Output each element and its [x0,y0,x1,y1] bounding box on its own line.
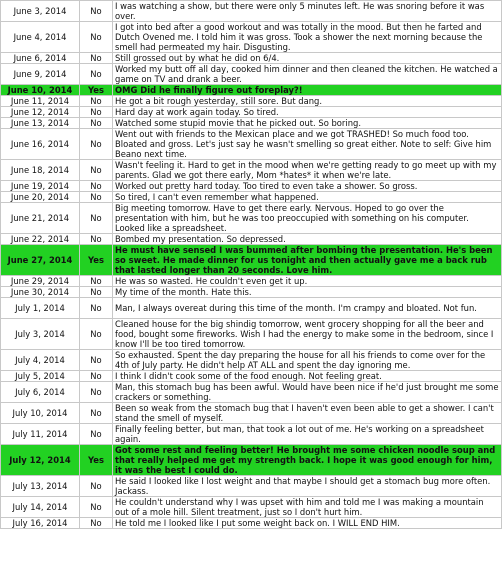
date-cell: July 13, 2014 [1,476,80,497]
flag-cell: No [80,192,113,203]
date-cell: July 16, 2014 [1,518,80,529]
entry-cell: Worked my butt off all day, cooked him dinner and then cleaned the kitchen. He watched a game on TV and drank a beer. [113,64,502,85]
flag-cell: No [80,371,113,382]
flag-cell: No [80,203,113,234]
table-row-highlighted [1,245,502,276]
date-cell: June 12, 2014 [1,107,80,118]
table-row [1,319,502,350]
table-row [1,107,502,118]
entry-cell: So exhausted. Spent the day preparing the house for all his friends to come over for the 4th of July party. He didn't help AT ALL and spent the day ignoring me. [113,350,502,371]
flag-cell: No [80,319,113,350]
table-row [1,160,502,181]
table-row [1,22,502,53]
date-cell: July 14, 2014 [1,497,80,518]
entry-cell: Big meeting tomorrow. Have to get there early. Nervous. Hoped to go over the presentation with him, but he was too preoccupied with something on his computer. Looked like a spreadsheet. [113,203,502,234]
date-cell: July 5, 2014 [1,371,80,382]
entry-cell: Went out with friends to the Mexican place and we got TRASHED! So much food too. Bloated and gross. Let's just say he wasn't smelling so great either. Note to self: Give him Beano next time. [113,129,502,160]
table-row [1,276,502,287]
flag-cell: No [80,298,113,319]
flag-cell: No [80,118,113,129]
entry-cell: Worked out pretty hard today. Too tired to even take a shower. So gross. [113,181,502,192]
table-row [1,287,502,298]
date-cell: July 12, 2014 [1,445,80,476]
date-cell: July 4, 2014 [1,350,80,371]
table-row [1,350,502,371]
date-cell: June 30, 2014 [1,287,80,298]
entry-cell: I think I didn't cook some of the food enough. Not feeling great. [113,371,502,382]
table-row [1,476,502,497]
date-cell: June 10, 2014 [1,85,80,96]
flag-cell: No [80,287,113,298]
date-cell: July 1, 2014 [1,298,80,319]
entry-cell: So tired, I can't even remember what happened. [113,192,502,203]
entry-cell: He got a bit rough yesterday, still sore. But dang. [113,96,502,107]
date-cell: June 4, 2014 [1,22,80,53]
flag-cell: Yes [80,85,113,96]
date-cell: June 22, 2014 [1,234,80,245]
flag-cell: Yes [80,245,113,276]
date-cell: June 6, 2014 [1,53,80,64]
entry-cell: Cleaned house for the big shindig tomorrow, went grocery shopping for all the beer and food, bought some fireworks. Wish I had the energy to make some in the bedroom, since I know I'll be too tired tomorrow. [113,319,502,350]
entry-cell: Hard day at work again today. So tired. [113,107,502,118]
log-table-body [1,1,502,529]
flag-cell: No [80,64,113,85]
table-row [1,96,502,107]
flag-cell: No [80,350,113,371]
flag-cell: No [80,107,113,118]
entry-cell: He must have sensed I was bummed after bombing the presentation. He's been so sweet. He made dinner for us tonight and then actually gave me a back rub that lasted longer than 20 seconds. Love him. [113,245,502,276]
table-row [1,424,502,445]
flag-cell: No [80,403,113,424]
table-row [1,192,502,203]
flag-cell: No [80,22,113,53]
date-cell: July 3, 2014 [1,319,80,350]
entry-cell: Got some rest and feeling better! He brought me some chicken noodle soup and that really helped me get my strength back. I hope it was good enough for him, it was the best I could do. [113,445,502,476]
table-row [1,371,502,382]
table-row [1,518,502,529]
flag-cell: No [80,276,113,287]
entry-cell: OMG Did he finally figure out foreplay?! [113,85,502,96]
table-row [1,181,502,192]
table-row-highlighted [1,445,502,476]
table-row [1,382,502,403]
table-row [1,129,502,160]
date-cell: June 16, 2014 [1,129,80,160]
date-cell: June 18, 2014 [1,160,80,181]
date-cell: June 19, 2014 [1,181,80,192]
flag-cell: No [80,518,113,529]
table-row [1,403,502,424]
flag-cell: No [80,96,113,107]
flag-cell: No [80,234,113,245]
entry-cell: He was so wasted. He couldn't even get it up. [113,276,502,287]
date-cell: July 6, 2014 [1,382,80,403]
entry-cell: Still grossed out by what he did on 6/4. [113,53,502,64]
flag-cell: No [80,424,113,445]
entry-cell: Watched some stupid movie that he picked out. So boring. [113,118,502,129]
entry-cell: He told me I looked like I put some weight back on. I WILL END HIM. [113,518,502,529]
entry-cell: He couldn't understand why I was upset with him and told me I was making a mountain out of a mole hill. Silent treatment, just so I don't hurt him. [113,497,502,518]
flag-cell: No [80,1,113,22]
table-row [1,234,502,245]
flag-cell: No [80,53,113,64]
table-row [1,203,502,234]
entry-cell: Man, this stomach bug has been awful. Would have been nice if he'd just brought me some crackers or something. [113,382,502,403]
date-cell: June 9, 2014 [1,64,80,85]
entry-cell: He said I looked like I lost weight and that maybe I should get a stomach bug more often. Jackass. [113,476,502,497]
flag-cell: No [80,382,113,403]
table-row [1,118,502,129]
flag-cell: No [80,476,113,497]
date-cell: June 29, 2014 [1,276,80,287]
table-row [1,1,502,22]
entry-cell: Bombed my presentation. So depressed. [113,234,502,245]
flag-cell: Yes [80,445,113,476]
flag-cell: No [80,129,113,160]
date-cell: June 20, 2014 [1,192,80,203]
date-cell: July 11, 2014 [1,424,80,445]
entry-cell: Been so weak from the stomach bug that I haven't even been able to get a shower. I can't stand the smell of myself. [113,403,502,424]
entry-cell: Wasn't feeling it. Hard to get in the mood when we're getting ready to go meet up with my parents. Glad we got there early, Mom *hates* it when we're late. [113,160,502,181]
table-row [1,64,502,85]
entry-cell: Finally feeling better, but man, that took a lot out of me. He's working on a spreadsheet again. [113,424,502,445]
table-row [1,53,502,64]
table-row [1,298,502,319]
entry-cell: My time of the month. Hate this. [113,287,502,298]
table-row [1,497,502,518]
entry-cell: Man, I always overeat during this time of the month. I'm crampy and bloated. Not fun. [113,298,502,319]
date-cell: June 13, 2014 [1,118,80,129]
entry-cell: I got into bed after a good workout and was totally in the mood. But then he farted and Dutch Ovened me. I told him it was gross. Took a shower the next morning because the smell had permeated my hair. Disgusting. [113,22,502,53]
date-cell: July 10, 2014 [1,403,80,424]
date-cell: June 21, 2014 [1,203,80,234]
date-cell: June 27, 2014 [1,245,80,276]
date-cell: June 11, 2014 [1,96,80,107]
flag-cell: No [80,160,113,181]
flag-cell: No [80,181,113,192]
entry-cell: I was watching a show, but there were only 5 minutes left. He was snoring before it was over. [113,1,502,22]
flag-cell: No [80,497,113,518]
date-cell: June 3, 2014 [1,1,80,22]
table-row-highlighted [1,85,502,96]
